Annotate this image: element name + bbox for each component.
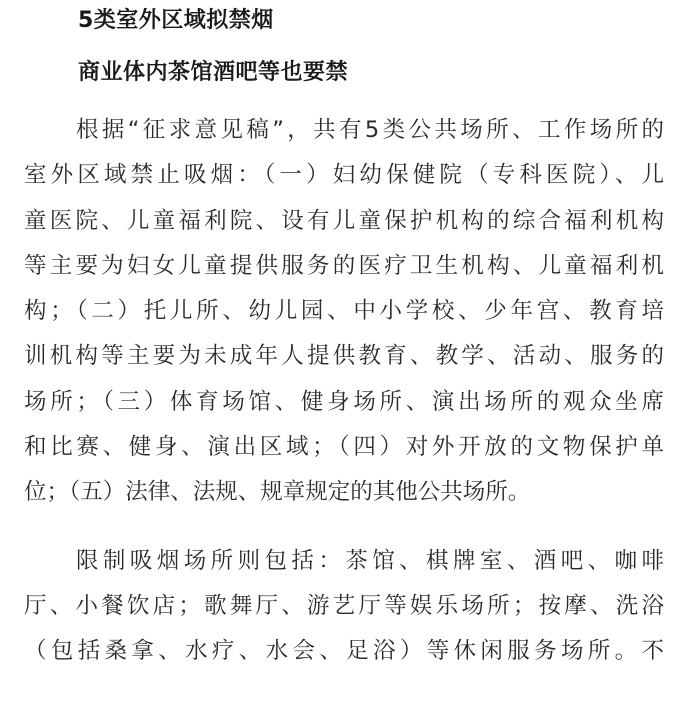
paragraph-line: 场所；（三）体育场馆、健身场所、演出场所的观众坐席 xyxy=(24,388,664,415)
paragraph-spacer xyxy=(24,516,664,539)
paragraph-line: 和比赛、健身、演出区域；（四）对外开放的文物保护单 xyxy=(24,434,664,461)
paragraph-line: （包括桑拿、水疗、水会、足浴）等休闲服务场所。不 xyxy=(24,638,664,665)
paragraph-line: 根据“征求意见稿”，共有5类公共场所、工作场所的 xyxy=(76,117,664,143)
paragraph-line: 限制吸烟场所则包括：茶馆、棋牌室、酒吧、咖啡 xyxy=(76,547,664,574)
paragraph-line: 厅、小餐饮店；歌舞厅、游艺厅等娱乐场所；按摩、洗浴 xyxy=(24,592,664,619)
headline-line-1: 5类室外区域拟禁烟 xyxy=(78,8,274,33)
paragraph-line: 等主要为妇女儿童提供服务的医疗卫生机构、儿童福利机 xyxy=(24,252,664,279)
paragraph-line: 室外区域禁止吸烟：（一）妇幼保健院（专科医院）、儿 xyxy=(24,162,664,189)
paragraph-smoke-free-areas xyxy=(24,108,664,516)
paragraph-line: 训机构等主要为未成年人提供教育、教学、活动、服务的 xyxy=(24,343,664,370)
paragraph-line: 位；（五）法律、法规、规章规定的其他公共场所。 xyxy=(24,479,531,506)
article-body xyxy=(24,108,664,675)
paragraph-line: 构；（二）托儿所、幼儿园、中小学校、少年宫、教育培 xyxy=(24,298,664,325)
paragraph-restricted-areas xyxy=(24,539,664,675)
headline-line-2: 商业体内茶馆酒吧等也要禁 xyxy=(78,60,349,85)
paragraph-line: 童医院、儿童福利院、设有儿童保护机构的综合福利机构 xyxy=(24,207,664,234)
